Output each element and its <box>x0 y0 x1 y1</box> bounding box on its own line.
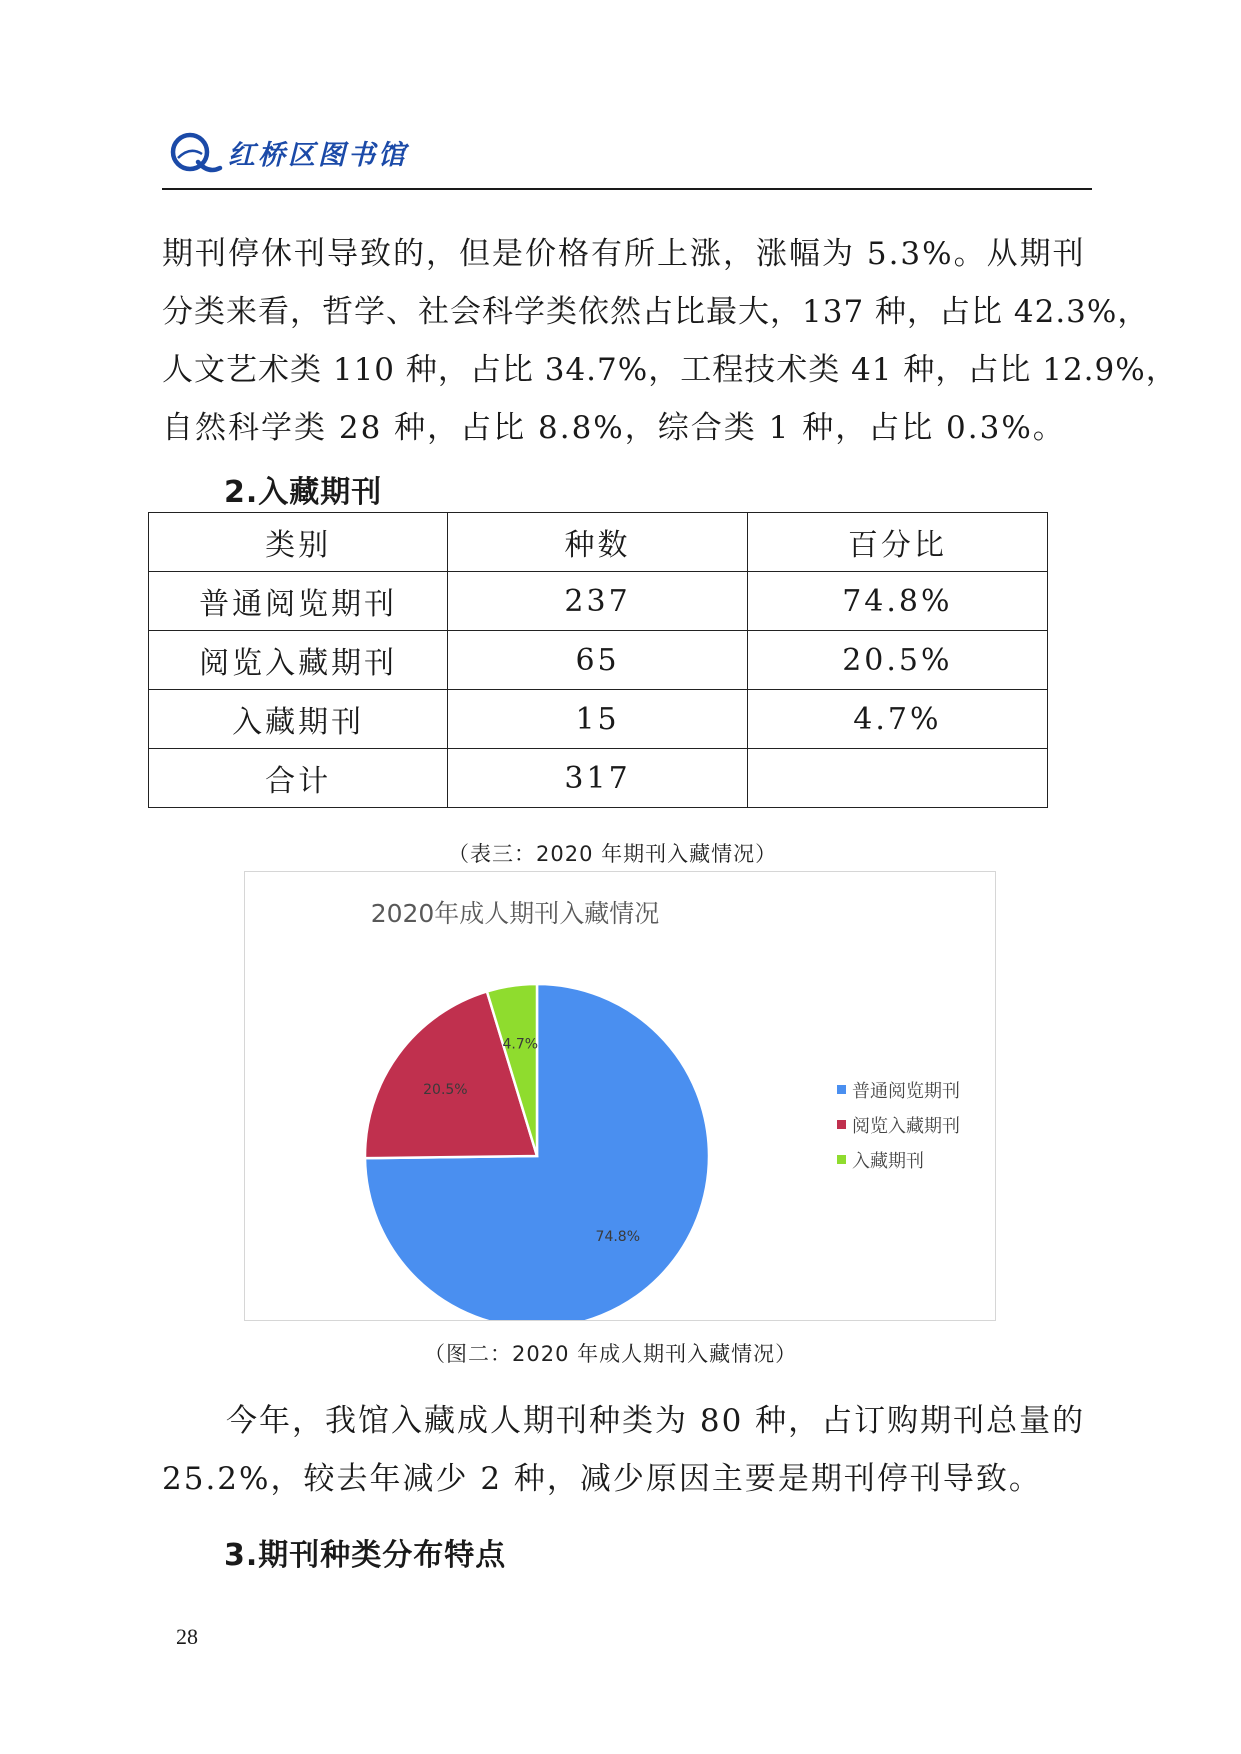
table-caption: （表三：2020 年期刊入藏情况） <box>448 842 778 866</box>
table-header-cell: 种数 <box>448 513 747 572</box>
header-rule <box>162 188 1092 190</box>
legend-swatch <box>837 1155 846 1164</box>
chart-caption: （图二：2020 年成人期刊入藏情况） <box>424 1342 798 1366</box>
table-cell: 317 <box>448 749 747 808</box>
table-cell: 合计 <box>149 749 448 808</box>
paragraph-line: 分类来看，哲学、社会科学类依然占比最大，137 种，占比 42.3%， <box>162 294 1150 330</box>
table-cell: 普通阅览期刊 <box>149 572 448 631</box>
table-row <box>149 572 1048 631</box>
pie-chart <box>244 871 996 1321</box>
closing-paragraph <box>162 1392 1092 1508</box>
legend-swatch <box>837 1085 846 1094</box>
table-cell: 15 <box>448 690 747 749</box>
chart-legend <box>837 1072 960 1177</box>
table-row <box>149 631 1048 690</box>
paragraph-line: 自然科学类 28 种，占比 8.8%，综合类 1 种，占比 0.3%。 <box>162 410 1066 446</box>
chart-title: 2020年成人期刊入藏情况 <box>370 899 660 928</box>
table-cell: 入藏期刊 <box>149 690 448 749</box>
pie-data-label: 20.5% <box>423 1081 468 1098</box>
table-cell: 237 <box>448 572 747 631</box>
table-row <box>149 690 1048 749</box>
intro-paragraph <box>162 225 1178 457</box>
paragraph-line: 期刊停休刊导致的，但是价格有所上涨，涨幅为 5.3%。从期刊 <box>162 236 1086 272</box>
periodicals-table <box>148 512 1048 808</box>
paragraph-line: 人文艺术类 110 种，占比 34.7%，工程技术类 41 种，占比 12.9%， <box>162 352 1178 388</box>
legend-item <box>837 1072 960 1107</box>
table-header-row <box>149 513 1048 572</box>
table-cell: 74.8% <box>747 572 1047 631</box>
library-logo <box>168 128 448 180</box>
library-logo-icon <box>168 128 448 180</box>
legend-item <box>837 1142 960 1177</box>
paragraph-line: 25.2%，较去年减少 2 种，减少原因主要是期刊停刊导致。 <box>162 1461 1042 1497</box>
page-number: 28 <box>176 1624 198 1649</box>
table-row <box>149 749 1048 808</box>
library-name-text: 红桥区图书馆 <box>228 140 408 171</box>
table-header-cell: 百分比 <box>747 513 1047 572</box>
table-header-cell: 类别 <box>149 513 448 572</box>
section-heading: 3.期刊种类分布特点 <box>224 1538 507 1573</box>
table-cell: 阅览入藏期刊 <box>149 631 448 690</box>
paragraph-line: 今年，我馆入藏成人期刊种类为 80 种，占订购期刊总量的 <box>226 1403 1086 1439</box>
legend-swatch <box>837 1120 846 1129</box>
legend-label: 普通阅览期刊 <box>852 1080 960 1102</box>
pie-data-label: 4.7% <box>502 1036 539 1053</box>
table-cell <box>747 749 1047 808</box>
section-heading: 2.入藏期刊 <box>224 475 383 510</box>
legend-label: 入藏期刊 <box>852 1150 924 1172</box>
legend-item <box>837 1107 960 1142</box>
legend-label: 阅览入藏期刊 <box>852 1115 960 1137</box>
table-cell: 65 <box>448 631 747 690</box>
pie-data-label: 74.8% <box>595 1228 641 1245</box>
table-cell: 4.7% <box>747 690 1047 749</box>
table-cell: 20.5% <box>747 631 1047 690</box>
